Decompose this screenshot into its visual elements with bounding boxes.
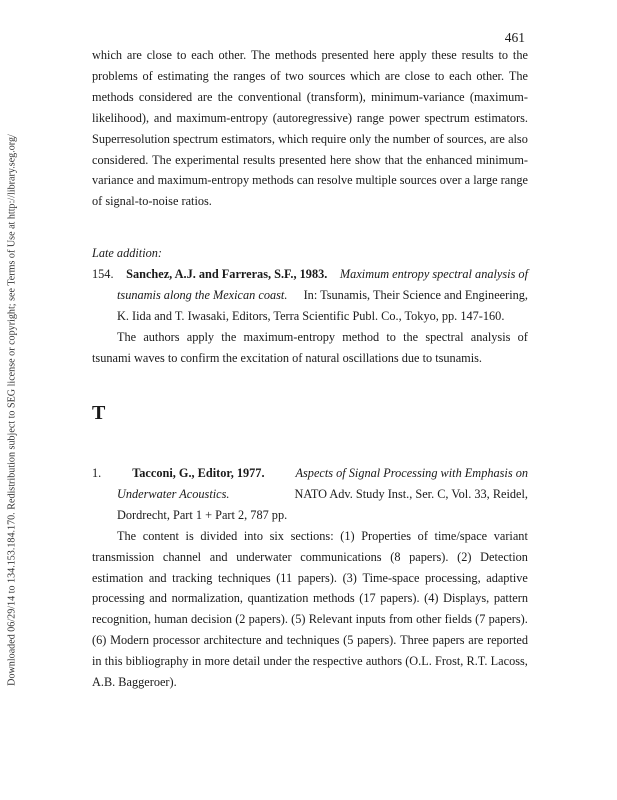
text-line bbox=[92, 568, 528, 589]
word: the bbox=[217, 89, 233, 104]
word: Three bbox=[400, 633, 429, 648]
word: of bbox=[142, 68, 153, 83]
word: more bbox=[204, 654, 230, 669]
word: show bbox=[354, 152, 381, 167]
text-line bbox=[92, 191, 528, 212]
word: divided bbox=[200, 528, 238, 543]
word: processing, bbox=[424, 570, 481, 585]
word: results bbox=[243, 152, 276, 167]
word: quantization bbox=[247, 591, 309, 606]
word: Superresolution bbox=[92, 131, 170, 146]
section-heading: T bbox=[92, 402, 106, 424]
word: close bbox=[404, 68, 430, 83]
reference-citation-line bbox=[92, 484, 528, 505]
word: require bbox=[311, 131, 347, 146]
reference-abstract bbox=[92, 327, 528, 369]
word: over bbox=[439, 173, 462, 188]
word: a bbox=[464, 173, 471, 188]
reference-number: 1. bbox=[92, 466, 102, 480]
word: spectrum bbox=[424, 110, 470, 125]
word: (8 bbox=[390, 549, 401, 564]
word: sources bbox=[308, 68, 346, 83]
word: considered. bbox=[92, 152, 149, 167]
word: six bbox=[269, 528, 284, 543]
word: the bbox=[512, 48, 528, 62]
word: the bbox=[294, 654, 310, 669]
reference-entry-154 bbox=[92, 264, 528, 369]
word: papers). bbox=[380, 591, 420, 606]
word: adaptive bbox=[486, 570, 528, 585]
text-line bbox=[92, 672, 528, 693]
word: are bbox=[126, 48, 142, 62]
word: authors bbox=[365, 654, 403, 669]
word: apply bbox=[399, 48, 427, 62]
text-line bbox=[92, 129, 528, 150]
word: communications bbox=[300, 549, 382, 564]
word: only bbox=[349, 131, 372, 146]
word: (11 bbox=[276, 570, 293, 585]
word: Modern bbox=[110, 633, 149, 648]
word: (maximum- bbox=[469, 89, 528, 104]
word: Displays, bbox=[443, 591, 490, 606]
word: to bbox=[176, 48, 187, 62]
text-line bbox=[92, 588, 528, 609]
word: here bbox=[373, 48, 395, 62]
word: recognition, bbox=[92, 612, 152, 627]
reference-authors: Sanchez, A.J. and Farreras, S.F., 1983. bbox=[126, 267, 328, 281]
reference-title-cont: tsunamis along the Mexican coast. bbox=[117, 287, 288, 302]
word: inputs bbox=[355, 612, 386, 627]
word: methods bbox=[92, 89, 134, 104]
text-line bbox=[92, 87, 528, 108]
download-notice-text: Downloaded 06/29/14 to 134.153.184.170. Redistribution subject to SEG license or copyright; see Terms of Use at http://library.seg.org/ bbox=[6, 134, 18, 686]
word: The bbox=[117, 329, 137, 344]
word: and bbox=[153, 110, 172, 125]
word: ranges bbox=[233, 68, 266, 83]
word: papers). bbox=[488, 612, 528, 627]
word: other. bbox=[476, 68, 505, 83]
text-line bbox=[92, 651, 528, 672]
word: of signal-to-noise ratios. bbox=[92, 194, 212, 209]
word: techniques bbox=[286, 633, 340, 648]
word: close bbox=[146, 48, 172, 62]
word: sections: bbox=[290, 528, 334, 543]
word: minimum- bbox=[476, 152, 528, 167]
word: the bbox=[406, 152, 423, 167]
word: minimum-variance bbox=[371, 89, 465, 104]
word: maximum-entropy bbox=[157, 173, 250, 188]
word: sources, bbox=[446, 131, 487, 146]
word: these bbox=[431, 48, 457, 62]
word: Time-space bbox=[362, 570, 420, 585]
word: (O.L. bbox=[405, 654, 432, 669]
word: Frost, bbox=[435, 654, 464, 669]
reference-abstract bbox=[92, 526, 528, 693]
word: processor bbox=[152, 633, 200, 648]
word: (6) bbox=[92, 633, 107, 648]
reference-title-cont: Underwater Acoustics. bbox=[117, 486, 230, 501]
word: experimental bbox=[175, 152, 240, 167]
word: each bbox=[191, 48, 214, 62]
word: Properties bbox=[361, 528, 412, 543]
word: (7 bbox=[475, 612, 486, 627]
word: spectral bbox=[425, 329, 464, 344]
reference-entry-1 bbox=[92, 463, 528, 693]
word: are bbox=[468, 633, 484, 648]
reference-citation-line bbox=[92, 264, 528, 285]
word: the bbox=[374, 131, 390, 146]
word: conventional bbox=[237, 89, 302, 104]
word: (5 bbox=[343, 633, 354, 648]
word: (3) bbox=[342, 570, 357, 585]
reference-source: NATO Adv. Study Inst., Ser. C, Vol. 33, Reidel, bbox=[294, 486, 528, 501]
word: variance bbox=[92, 173, 134, 188]
text-line bbox=[92, 609, 528, 630]
word: decision bbox=[190, 612, 232, 627]
word: time/space bbox=[434, 528, 488, 543]
word: methods bbox=[274, 48, 317, 62]
word: power bbox=[388, 110, 420, 125]
word: papers). bbox=[248, 612, 288, 627]
word: (2) bbox=[457, 549, 472, 564]
word: range bbox=[356, 110, 385, 125]
download-notice bbox=[4, 118, 20, 702]
reference-authors: Tacconi, G., Editor, 1977. bbox=[132, 466, 265, 480]
word: papers). bbox=[357, 633, 397, 648]
word: to bbox=[498, 48, 509, 62]
word: that bbox=[384, 152, 404, 167]
word: Relevant bbox=[308, 612, 353, 627]
reference-source-cont: Dordrecht, Part 1 + Part 2, 787 pp. bbox=[117, 507, 288, 522]
word: R.T. bbox=[466, 654, 488, 669]
word: of bbox=[433, 131, 444, 146]
word: detail bbox=[232, 654, 261, 669]
word: which bbox=[350, 68, 381, 83]
word: to bbox=[434, 68, 445, 83]
word: underwater bbox=[236, 549, 292, 564]
word: problems bbox=[92, 68, 138, 83]
word: estimating bbox=[157, 68, 209, 83]
word: maximum-entropy bbox=[176, 110, 268, 125]
word: likelihood), bbox=[92, 110, 150, 125]
word: and bbox=[136, 173, 155, 188]
word: Detection bbox=[480, 549, 528, 564]
word: transmission bbox=[92, 549, 155, 564]
word: to bbox=[386, 329, 396, 344]
reference-title: Aspects of Signal Processing with Emphasis on bbox=[295, 466, 528, 480]
word: tsunami waves to confirm the excitation of natural oscillations due to tsunamis. bbox=[92, 350, 482, 365]
word: of bbox=[417, 528, 428, 543]
word: maximum-entropy bbox=[243, 329, 336, 344]
word: analysis bbox=[470, 329, 511, 344]
word: processing bbox=[92, 591, 145, 606]
word: results bbox=[461, 48, 494, 62]
word: also bbox=[508, 131, 528, 146]
word: here bbox=[329, 152, 352, 167]
word: which bbox=[92, 48, 123, 62]
text-line bbox=[92, 348, 528, 369]
reference-citation-line bbox=[92, 285, 528, 306]
text-line bbox=[92, 45, 528, 66]
word: of bbox=[517, 329, 528, 344]
word: in bbox=[92, 654, 102, 669]
word: are bbox=[384, 68, 400, 83]
word: number bbox=[392, 131, 431, 146]
word: the bbox=[221, 329, 237, 344]
reference-source: In: Tsunamis, Their Science and Engineering, bbox=[303, 287, 528, 302]
text-line bbox=[92, 108, 528, 129]
text-line bbox=[92, 170, 528, 191]
word: estimation bbox=[92, 570, 144, 585]
word: method bbox=[342, 329, 380, 344]
intro-paragraph bbox=[92, 45, 528, 212]
word: range bbox=[500, 173, 528, 188]
word: methods bbox=[312, 591, 355, 606]
text-line bbox=[92, 66, 528, 87]
text-line bbox=[92, 547, 528, 568]
word: of bbox=[270, 68, 281, 83]
word: (transform), bbox=[306, 89, 366, 104]
word: (autoregressive) bbox=[272, 110, 352, 125]
word: into bbox=[243, 528, 263, 543]
word: and bbox=[265, 633, 284, 648]
word: can bbox=[296, 173, 314, 188]
text-line bbox=[92, 150, 528, 171]
word: large bbox=[473, 173, 498, 188]
word: (4) bbox=[424, 591, 439, 606]
word: architecture bbox=[203, 633, 262, 648]
word: papers bbox=[432, 633, 465, 648]
word: under bbox=[263, 654, 292, 669]
word: variant bbox=[493, 528, 528, 543]
word: The bbox=[152, 152, 172, 167]
word: enhanced bbox=[425, 152, 473, 167]
word: sources bbox=[399, 173, 437, 188]
word: A.B. Baggeroer). bbox=[92, 675, 177, 690]
word: apply bbox=[186, 329, 215, 344]
word: methods bbox=[252, 173, 294, 188]
word: and bbox=[209, 549, 228, 564]
word: are bbox=[197, 89, 213, 104]
word: are bbox=[489, 131, 505, 146]
word: estimators. bbox=[474, 110, 528, 125]
word: The bbox=[508, 68, 528, 83]
word: (1) bbox=[340, 528, 355, 543]
word: Lacoss, bbox=[490, 654, 528, 669]
word: pattern bbox=[493, 591, 528, 606]
word: the bbox=[213, 68, 229, 83]
reference-citation-line bbox=[92, 463, 528, 484]
word: two bbox=[285, 68, 304, 83]
word: (5) bbox=[291, 612, 306, 627]
text-line bbox=[92, 526, 528, 547]
word: other bbox=[416, 612, 442, 627]
word: resolve bbox=[317, 173, 353, 188]
word: papers). bbox=[409, 549, 449, 564]
word: presented bbox=[279, 152, 327, 167]
word: The bbox=[117, 528, 137, 543]
word: (17 bbox=[359, 591, 376, 606]
word: other. bbox=[218, 48, 247, 62]
word: in bbox=[191, 654, 202, 669]
word: tracking bbox=[172, 570, 213, 585]
reference-title: Maximum entropy spectral analysis of bbox=[339, 267, 528, 281]
word: authors bbox=[143, 329, 180, 344]
word: papers). bbox=[297, 570, 337, 585]
late-addition-label: Late addition: bbox=[92, 246, 163, 260]
word: human bbox=[154, 612, 188, 627]
text-line bbox=[92, 327, 528, 348]
word: channel bbox=[162, 549, 202, 564]
word: multiple bbox=[355, 173, 397, 188]
word: and bbox=[148, 570, 167, 585]
word: content bbox=[142, 528, 179, 543]
word: presented bbox=[321, 48, 369, 62]
word: reported bbox=[487, 633, 528, 648]
page-number: 461 bbox=[504, 30, 525, 45]
word: normalization, bbox=[171, 591, 243, 606]
reference-source-cont: K. Iida and T. Iwasaki, Editors, Terra Scientific Publ. Co., Tokyo, pp. 147-160. bbox=[117, 308, 505, 323]
word: spectrum bbox=[173, 131, 219, 146]
word: fields bbox=[444, 612, 472, 627]
reference-number: 154. bbox=[92, 267, 114, 281]
word: The bbox=[251, 48, 271, 62]
text-line bbox=[92, 630, 528, 651]
word: techniques bbox=[218, 570, 271, 585]
word: is bbox=[185, 528, 194, 543]
word: from bbox=[388, 612, 413, 627]
word: the bbox=[403, 329, 419, 344]
word: respective bbox=[312, 654, 363, 669]
word: which bbox=[278, 131, 309, 146]
word: bibliography bbox=[125, 654, 189, 669]
word: considered bbox=[138, 89, 193, 104]
word: (2 bbox=[235, 612, 246, 627]
word: this bbox=[104, 654, 123, 669]
word: each bbox=[449, 68, 472, 83]
word: estimators, bbox=[221, 131, 275, 146]
word: and bbox=[149, 591, 167, 606]
